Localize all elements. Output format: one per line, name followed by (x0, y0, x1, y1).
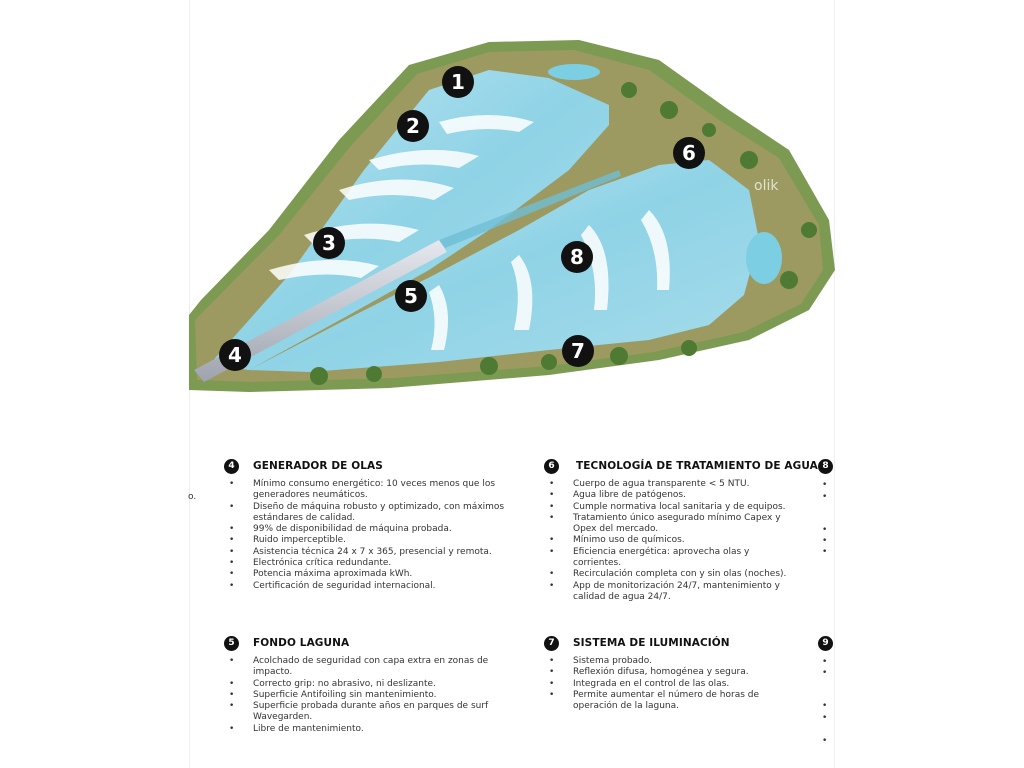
map-marker-4: 4 (219, 339, 251, 371)
list-item: • Electrónica crítica redundante. (229, 558, 392, 569)
list-item: • App de monitorización 24/7, mantenimiento y calidad de agua 24/7. (549, 580, 780, 602)
list-item: • Tratamiento único asegurado mínimo Capex y Opex del mercado. (549, 512, 781, 535)
map-marker-1: 1 (442, 66, 474, 98)
feature-list (224, 656, 514, 735)
section-number-badge: 6 (544, 459, 559, 474)
list-item: • Cuerpo de agua transparente < 5 NTU. (549, 479, 750, 489)
list-item: • Acolchado de seguridad con capa extra en zonas de impacto. (229, 656, 489, 678)
map-marker-3: 3 (313, 227, 345, 259)
list-item: • Permite aumentar el número de horas de operación de la laguna. (549, 689, 760, 712)
list-item: • Certificación de seguridad internacional. (229, 580, 436, 591)
section-title: TECNOLOGÍA DE TRATAMIENTO DE AGUA (576, 460, 818, 472)
map-marker-5: 5 (395, 280, 427, 312)
section-number-badge-clipped: 8 (818, 459, 833, 474)
list-item: • Potencia máxima aproximada kWh. (229, 569, 413, 580)
list-item: • Agua libre de patógenos. (549, 490, 686, 501)
clipped-bullet: • (822, 668, 828, 678)
list-item: • Reflexión difusa, homogénea y segura. (549, 667, 749, 678)
list-item: • Correcto grip: no abrasivo, ni deslizante. (229, 678, 436, 689)
clipped-text-fragment: o. (188, 492, 197, 502)
list-item: • Eficiencia energética: aprovecha olas y corrientes. (549, 546, 750, 569)
map-marker-7: 7 (562, 335, 594, 367)
clipped-bullet: • (822, 525, 828, 535)
section-title: FONDO LAGUNA (253, 637, 350, 649)
clipped-bullet: • (822, 713, 828, 723)
list-item: • Mínimo consumo energético: 10 veces menos que los generadores neumáticos. (229, 479, 496, 501)
feature-list (224, 479, 524, 592)
list-item: • Ruido imperceptible. (229, 535, 346, 546)
clipped-bullet: • (822, 657, 828, 667)
list-item: • Libre de mantenimiento. (229, 723, 364, 734)
list-item: • Recirculación completa con y sin olas (noches). (549, 569, 787, 580)
section-number-badge: 7 (544, 636, 559, 651)
list-item: • Sistema probado. (549, 656, 652, 666)
surf-park-aerial-illustration (189, 30, 835, 400)
list-item: • Integrada en el control de las olas. (549, 678, 730, 689)
clipped-bullet: • (822, 547, 828, 557)
section-number-badge: 5 (224, 636, 239, 651)
list-item: • Diseño de máquina robusto y optimizado, con máximos estándares de calidad. (229, 501, 505, 523)
list-item: • Superficie Antifoiling sin mantenimiento. (229, 689, 437, 700)
section-title: GENERADOR DE OLAS (253, 460, 383, 472)
list-item: • Superficie probada durante años en parques de surf Wavegarden. (229, 701, 489, 723)
list-item: • Mínimo uso de químicos. (549, 535, 685, 546)
section-title: SISTEMA DE ILUMINACIÓN (573, 637, 730, 649)
list-item: • 99% de disponibilidad de máquina probada. (229, 524, 452, 535)
watermark-text: olik (754, 178, 779, 194)
clipped-bullet: • (822, 480, 828, 490)
list-item: • Asistencia técnica 24 x 7 x 365, presencial y remota. (229, 546, 492, 557)
map-marker-6: 6 (673, 137, 705, 169)
list-item: • Cumple normativa local sanitaria y de equipos. (549, 501, 786, 512)
map-marker-2: 2 (397, 110, 429, 142)
section-number-badge: 4 (224, 459, 239, 474)
feature-list (544, 656, 794, 712)
section-number-badge-clipped: 9 (818, 636, 833, 651)
clipped-bullet: • (822, 492, 828, 502)
clipped-bullet: • (822, 536, 828, 546)
clipped-bullet: • (822, 701, 828, 711)
feature-list (544, 479, 794, 603)
clipped-bullet: • (822, 736, 828, 746)
map-marker-8: 8 (561, 241, 593, 273)
